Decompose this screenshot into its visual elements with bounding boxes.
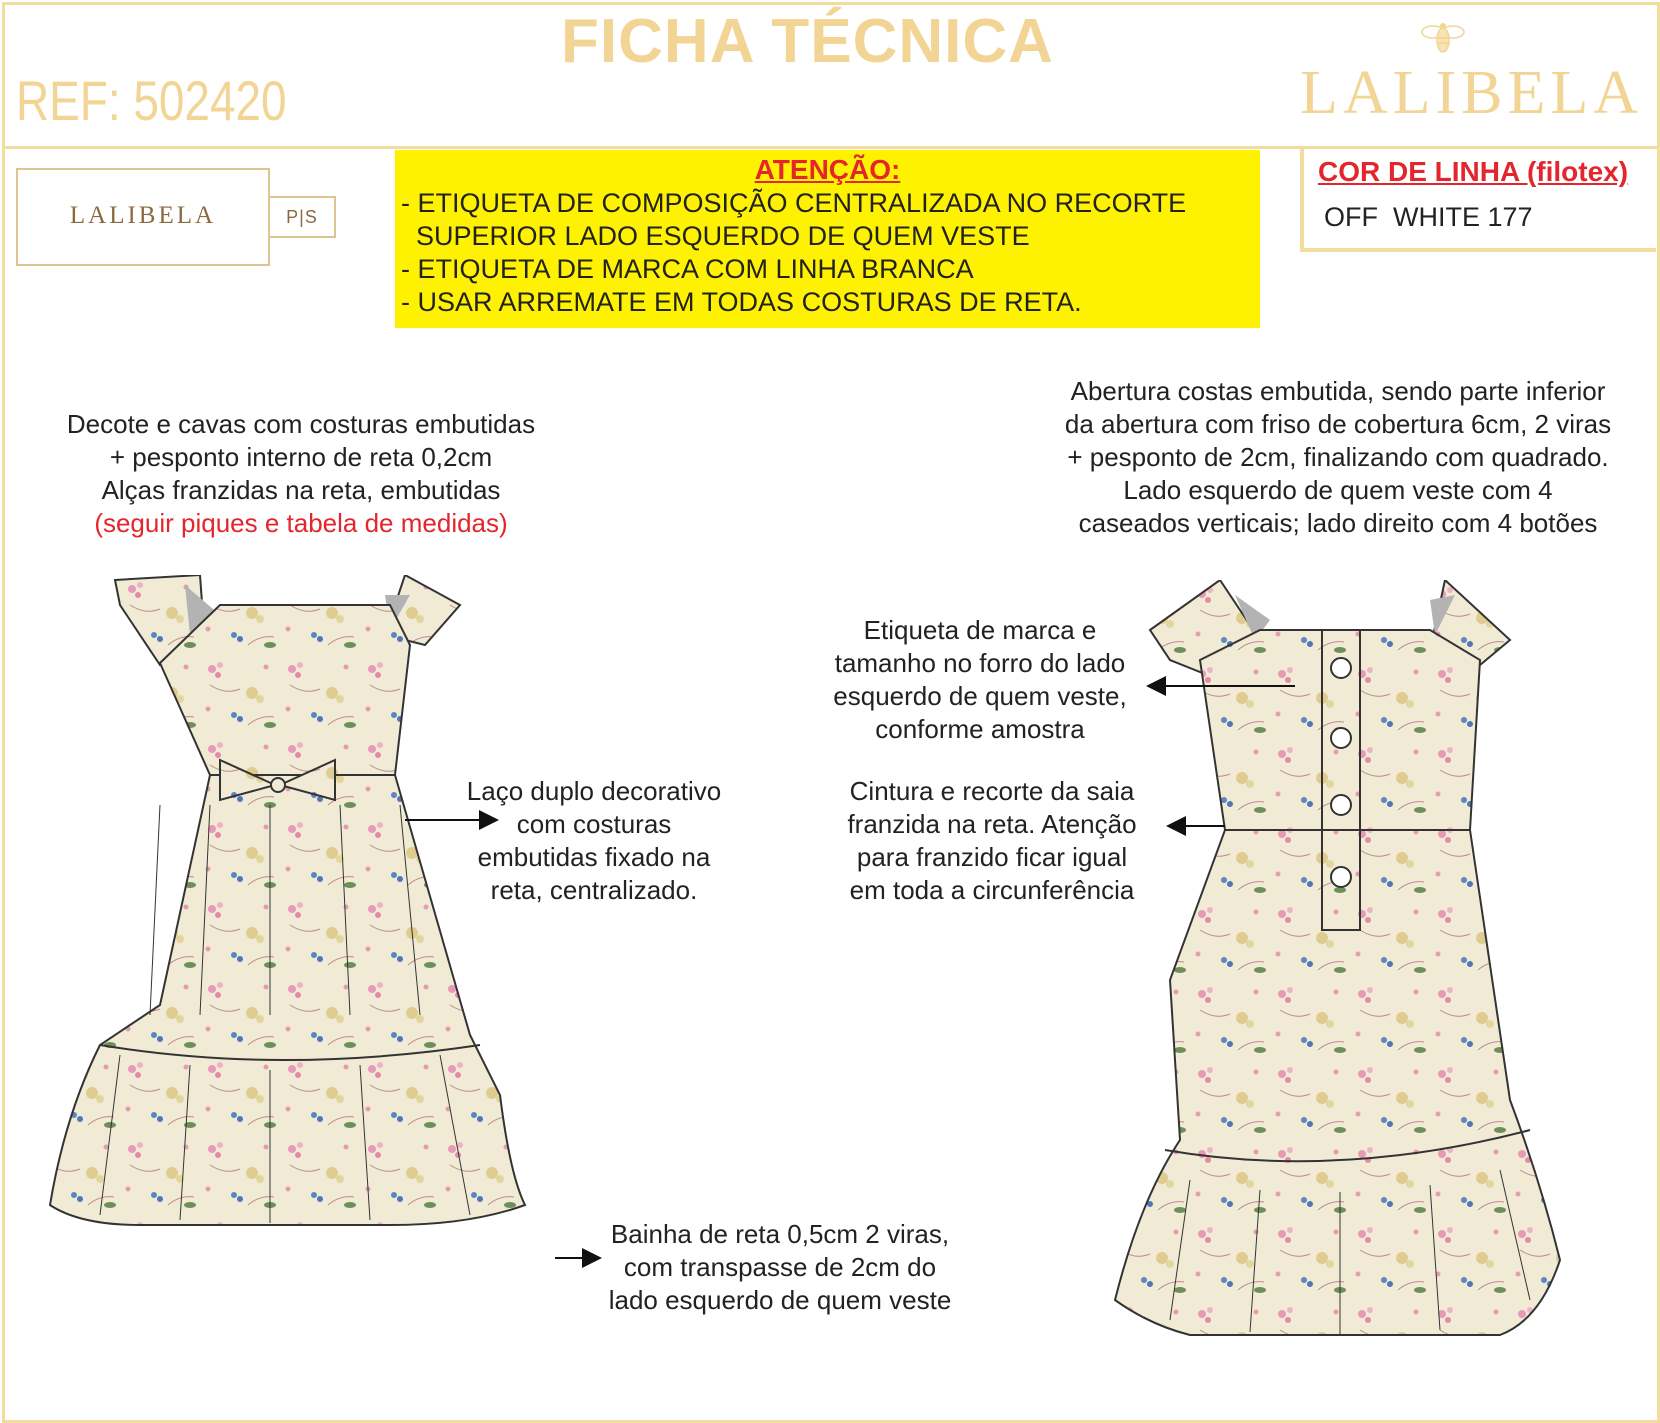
note-line: para franzido ficar igual <box>856 842 1128 872</box>
note-line: Etiqueta de marca e <box>863 615 1097 645</box>
note-line: tamanho no forro do lado <box>834 648 1126 678</box>
attention-title: ATENÇÃO: <box>754 154 901 185</box>
note-line: esquerdo de quem veste, <box>833 681 1127 711</box>
note-line: Alças franzidas na reta, embutidas <box>101 475 501 505</box>
attention-line: SUPERIOR LADO ESQUERDO DE QUEM VESTE <box>401 221 1030 251</box>
note-line: lado esquerdo de quem veste <box>608 1285 952 1315</box>
brand-logo: LALIBELA <box>1300 59 1644 127</box>
page-title: FICHA TÉCNICA <box>561 7 1054 76</box>
note-line: com transpasse de 2cm do <box>623 1252 937 1282</box>
attention-line: - USAR ARREMATE EM TODAS COSTURAS DE RETA. <box>401 287 1082 317</box>
note-line: Laço duplo decorativo <box>466 776 722 806</box>
note-line: em toda a circunferência <box>849 875 1135 905</box>
note-line: Bainha de reta 0,5cm 2 viras, <box>610 1219 950 1249</box>
note-line: + pesponto de 2cm, finalizando com quadrado. <box>1067 442 1609 472</box>
note-line: Lado esquerdo de quem veste com 4 <box>1123 475 1553 505</box>
reference-code: REF: 502420 <box>16 69 287 132</box>
note-line: Cintura e recorte da saia <box>849 776 1135 806</box>
note-line: franzida na reta. Atenção <box>847 809 1137 839</box>
note-line: Decote e cavas com costuras embutidas <box>66 409 536 439</box>
note-line: embutidas fixado na <box>477 842 711 872</box>
note-line: caseados verticais; lado direito com 4 botões <box>1078 508 1598 538</box>
note-line-red: (seguir piques e tabela de medidas) <box>94 508 508 538</box>
note-line: reta, centralizado. <box>490 875 698 905</box>
attention-line: - ETIQUETA DE MARCA COM LINHA BRANCA <box>401 254 974 284</box>
note-line: conforme amostra <box>875 714 1085 744</box>
brand-label-text: LALIBELA <box>69 202 217 229</box>
size-label: P|S <box>270 196 336 238</box>
note-line: da abertura com friso de cobertura 6cm, 2 viras <box>1064 409 1612 439</box>
thread-color-title: COR DE LINHA (filotex) <box>1318 156 1629 187</box>
attention-line: - ETIQUETA DE COMPOSIÇÃO CENTRALIZADA NO RECORTE <box>401 188 1187 218</box>
thread-color-value: OFF WHITE 177 <box>1324 202 1533 232</box>
note-line: Abertura costas embutida, sendo parte inferior <box>1070 376 1606 406</box>
note-line: com costuras <box>516 809 672 839</box>
note-line: + pesponto interno de reta 0,2cm <box>109 442 493 472</box>
